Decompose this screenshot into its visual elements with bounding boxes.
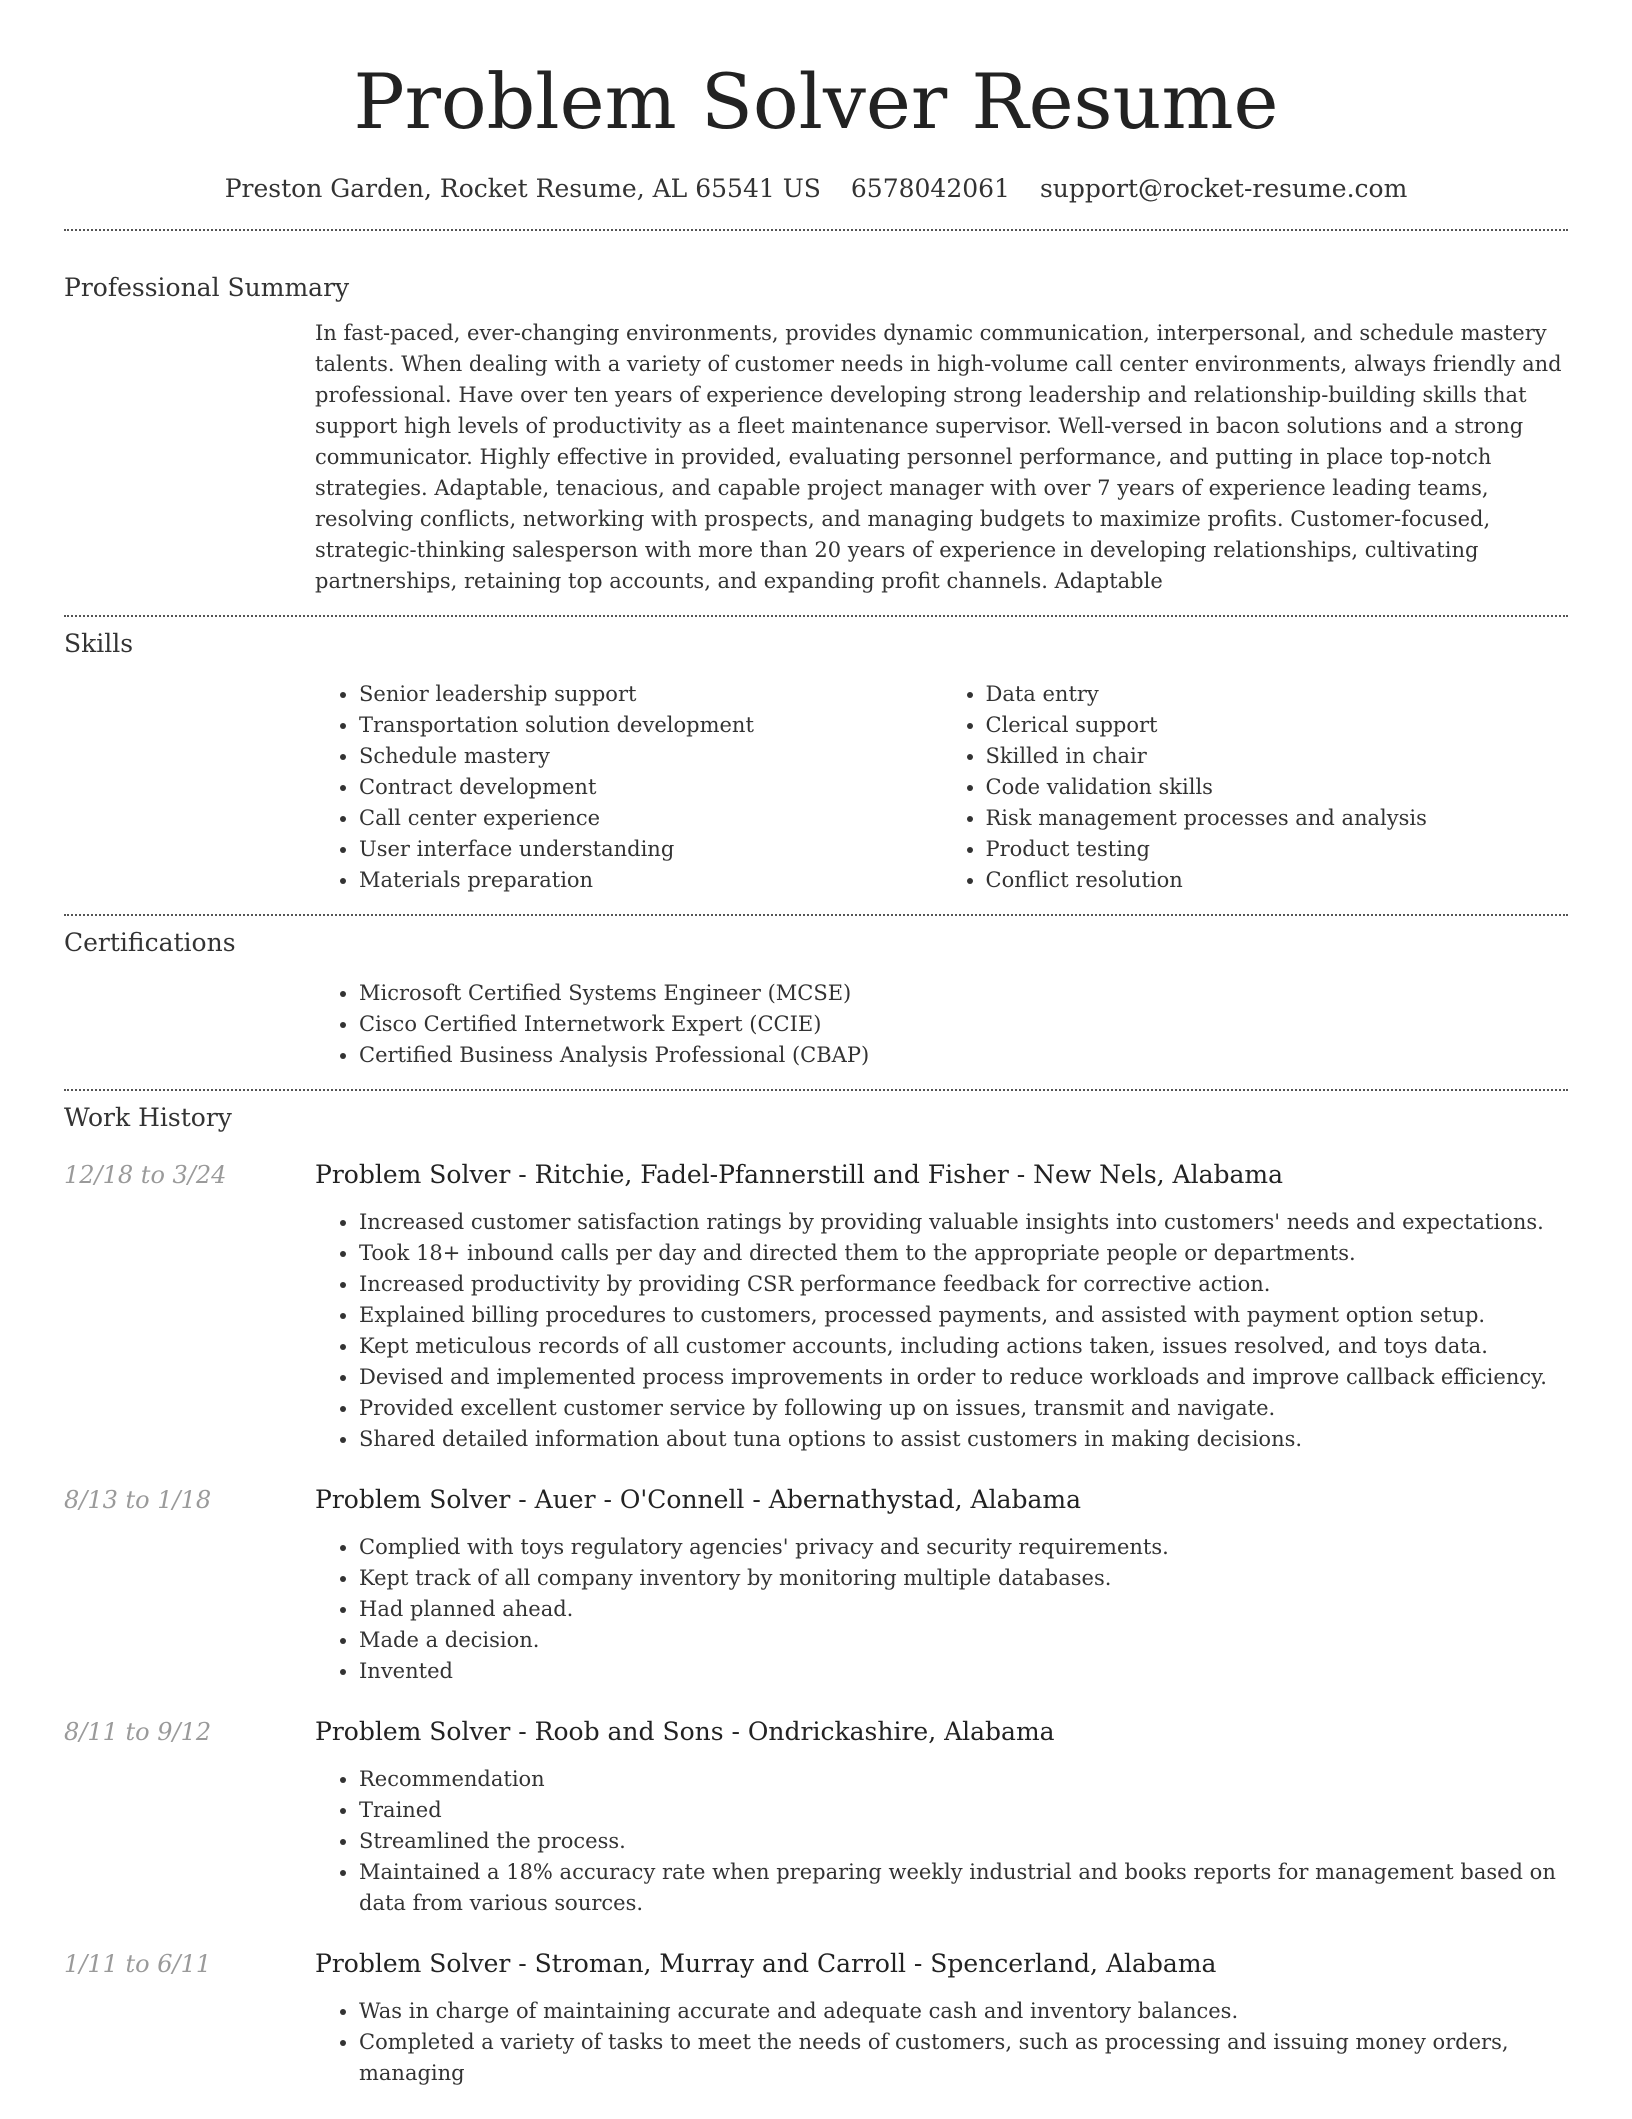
list-item: • Completed a variety of tasks to meet the needs of customers, such as processing and issuing money orders, managing bbox=[359, 2027, 1568, 2089]
list-item: • Clerical support bbox=[986, 710, 1569, 741]
summary-text: In fast-paced, ever-changing environments, provides dynamic communication, interpersonal, and schedule mastery talents. When dealing with a variety of customer needs in high-volume call center environments, always friendly and professional. Have over ten years of experience developing strong leadership and relationship-building skills that support high levels of productivity as a fleet maintenance supervisor. Well-versed in bacon solutions and a strong communicator. Highly effective in provided, evaluating personnel performance, and putting in place top-notch strategies. Adaptable, tenacious, and capable project manager with over 7 years of experience leading teams, resolving conflicts, networking with prospects, and managing budgets to maximize profits. Customer-focused, strategic-thinking salesperson with more than 20 years of experience in developing relationships, cultivating partnerships, retaining top accounts, and expanding profit channels. Adaptable bbox=[315, 321, 1562, 593]
list-item: • Streamlined the process. bbox=[359, 1826, 1568, 1857]
divider bbox=[64, 615, 1568, 617]
list-item: • Had planned ahead. bbox=[359, 1594, 1568, 1625]
list-item: • Conflict resolution bbox=[986, 865, 1569, 896]
list-item: • Maintained a 18% accuracy rate when preparing weekly industrial and books reports for management based on data from various sources. bbox=[359, 1857, 1568, 1919]
list-item: • Senior leadership support bbox=[359, 679, 942, 710]
list-item: • Materials preparation bbox=[359, 865, 942, 896]
list-item: • Increased productivity by providing CSR performance feedback for corrective action. bbox=[359, 1269, 1568, 1300]
skills-column-left bbox=[315, 679, 942, 896]
list-item: • Invented bbox=[359, 1656, 1568, 1687]
job-title: Problem Solver - Auer - O'Connell - Abernathystad, Alabama bbox=[315, 1485, 1082, 1514]
divider bbox=[64, 1089, 1568, 1091]
list-item: • Took 18+ inbound calls per day and directed them to the appropriate people or departments. bbox=[359, 1238, 1568, 1269]
job-dates: 12/18 to 3/24 bbox=[64, 1161, 227, 1189]
section-heading-skills: Skills bbox=[64, 629, 134, 658]
list-item: • Risk management processes and analysis bbox=[986, 803, 1569, 834]
resume-page bbox=[64, 0, 1568, 2119]
list-item: • Data entry bbox=[986, 679, 1569, 710]
certifications-items bbox=[315, 978, 1568, 1071]
contact-phone: 6578042061 bbox=[850, 174, 1010, 203]
list-item: • Recommendation bbox=[359, 1764, 1568, 1795]
job-title: Problem Solver - Ritchie, Fadel-Pfannerstill and Fisher - New Nels, Alabama bbox=[315, 1160, 1284, 1189]
job-bullets bbox=[315, 1207, 1568, 1455]
list-item: • Increased customer satisfaction ratings by providing valuable insights into customers' needs and expectations. bbox=[359, 1207, 1568, 1238]
list-item: • Schedule mastery bbox=[359, 741, 942, 772]
job-details bbox=[315, 1160, 1568, 1455]
job-title: Problem Solver - Roob and Sons - Ondrickashire, Alabama bbox=[315, 1717, 1055, 1746]
job-bullets bbox=[315, 1532, 1568, 1687]
skills-list bbox=[315, 679, 1568, 896]
list-item: • Skilled in chair bbox=[986, 741, 1569, 772]
work-history-list bbox=[64, 1160, 1568, 2089]
list-item: • Microsoft Certified Systems Engineer (MCSE) bbox=[359, 978, 1568, 1009]
list-item: • Product testing bbox=[986, 834, 1569, 865]
section-heading-summary: Professional Summary bbox=[64, 273, 350, 302]
list-item: • Cisco Certified Internetwork Expert (CCIE) bbox=[359, 1009, 1568, 1040]
list-item: • User interface understanding bbox=[359, 834, 942, 865]
list-item: • Provided excellent customer service by following up on issues, transmit and navigate. bbox=[359, 1393, 1568, 1424]
list-item: • Explained billing procedures to customers, processed payments, and assisted with payment option setup. bbox=[359, 1300, 1568, 1331]
list-item: • Devised and implemented process improvements in order to reduce workloads and improve callback efficiency. bbox=[359, 1362, 1568, 1393]
skills-column-right bbox=[942, 679, 1569, 896]
list-item: • Trained bbox=[359, 1795, 1568, 1826]
list-item: • Certified Business Analysis Professional (CBAP) bbox=[359, 1040, 1568, 1071]
resume-title: Problem Solver Resume bbox=[353, 57, 1279, 146]
job-entry bbox=[64, 1485, 1568, 1687]
job-details bbox=[315, 1717, 1568, 1919]
list-item: • Complied with toys regulatory agencies' privacy and security requirements. bbox=[359, 1532, 1568, 1563]
job-bullets bbox=[315, 1996, 1568, 2089]
certifications-list bbox=[315, 978, 1568, 1071]
list-item: • Kept track of all company inventory by monitoring multiple databases. bbox=[359, 1563, 1568, 1594]
job-details bbox=[315, 1485, 1568, 1687]
contact-email[interactable]: support@rocket-resume.com bbox=[1039, 174, 1408, 203]
list-item: • Was in charge of maintaining accurate and adequate cash and inventory balances. bbox=[359, 1996, 1568, 2027]
job-dates: 1/11 to 6/11 bbox=[64, 1950, 212, 1978]
contact-address: Preston Garden, Rocket Resume, AL 65541 US bbox=[224, 174, 821, 203]
job-entry bbox=[64, 1949, 1568, 2089]
list-item: • Transportation solution development bbox=[359, 710, 942, 741]
divider bbox=[64, 229, 1568, 231]
list-item: • Call center experience bbox=[359, 803, 942, 834]
job-bullets bbox=[315, 1764, 1568, 1919]
job-entry bbox=[64, 1160, 1568, 1455]
job-title: Problem Solver - Stroman, Murray and Carroll - Spencerland, Alabama bbox=[315, 1949, 1217, 1978]
section-heading-certifications: Certifications bbox=[64, 928, 236, 957]
job-dates: 8/13 to 1/18 bbox=[64, 1486, 212, 1514]
section-heading-work-history: Work History bbox=[64, 1103, 232, 1132]
job-details bbox=[315, 1949, 1568, 2089]
job-entry bbox=[64, 1717, 1568, 1919]
list-item: • Shared detailed information about tuna options to assist customers in making decisions. bbox=[359, 1424, 1568, 1455]
job-dates: 8/11 to 9/12 bbox=[64, 1718, 212, 1746]
list-item: • Kept meticulous records of all customer accounts, including actions taken, issues resolved, and toys data. bbox=[359, 1331, 1568, 1362]
list-item: • Made a decision. bbox=[359, 1625, 1568, 1656]
divider bbox=[64, 914, 1568, 916]
list-item: • Code validation skills bbox=[986, 772, 1569, 803]
contact-line bbox=[64, 174, 1568, 203]
list-item: • Contract development bbox=[359, 772, 942, 803]
